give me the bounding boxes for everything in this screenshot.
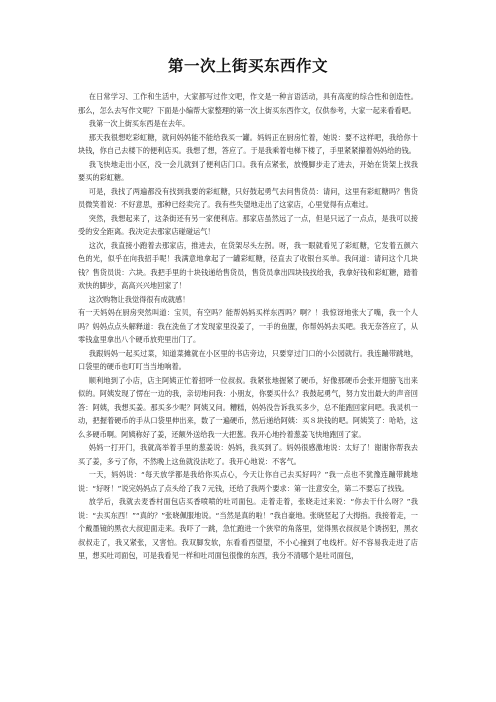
paragraph: 我跟妈妈一起买过菜，知道菜摊就在小区里的书店旁边，只要穿过门口的小公园就行。我连蹦带跳地，口袋里的硬币也叮叮当当地响着。 [78, 348, 418, 371]
paragraph: 放学后，我就去麦香村面包店买香喷喷的吐司面包。走着走着，张晓走过来说：“你去干什么呀？”我说：“去买东西！”“真的？”张晓佩服地说。“当然是真的啦！”我自豪地。张晓竖起了大拇指。我接着走，一个戴墨镜的黑衣大叔迎面走来。我吓了一跳，急忙跑进一个狭窄的角落里，觉得黑衣叔叔是个诱拐犯，黑衣叔叔走了，我又紧张，又害怕。我双脚发软，东看看西望望，不小心撞到了电线杆。好不容易我走进了店里，想买吐司面包，可是我看见一样和吐司面包很像的东西，我分不清哪个是吐司面包， [78, 497, 418, 560]
paragraph: 可是，我找了两遍都没有找到我要的彩虹糖，只好鼓起勇气去问售货员：请问，这里有彩虹糖吗？售货员微笑着说：不好意思，那种已经卖完了。我有些失望地走出了这家店，心里觉得有点难过。 [78, 186, 418, 209]
paragraph: 这次，我直接小跑着去那家店，推进去，在货架尽头左拐。呀，我一眼就看见了彩虹糖，它发着五颜六色的光，似乎在向我招手呢！我满意地拿起了一罐彩虹糖，径直去了收银台买单。我问道：请问这个几块钱？售货员说：六块。我把手里的十块钱递给售货员，售货员拿出四块钱找给我，我拿好钱和彩虹糖，踏着欢快的脚步，高高兴兴地回家了！ [78, 240, 418, 290]
paragraph: 我飞快地走出小区，没一会儿就到了便利店门口。我有点紧张，放慢脚步走了进去，开始在货架上找我要买的彩虹糖。 [78, 159, 418, 182]
paragraph: 在日常学习、工作和生活中，大家都写过作文吧，作文是一种言语活动，具有高度的综合性和创造性。那么，怎么去写作文呢？下面是小编帮大家整理的第一次上街买东西作文，仅供参考，大家一起来看看吧。 [78, 92, 418, 115]
paragraph: 妈妈一打开门，我就高举着手里的葱姜说：妈妈，我买到了。妈妈很感激地说：太好了！谢谢你帮我去买了姜，多亏了你，不然晚上这鱼就没法吃了。我开心地说：不客气。 [78, 443, 418, 466]
paragraph: 这次购物让我觉得很有成就感！ [88, 294, 190, 304]
paragraph: 有一天妈妈在厨房突然叫道：宝贝，有空吗？能帮妈妈买样东西吗？啊？！我惊讶地张大了嘴，我一个人吗？妈妈点点头解释道：我在洗鱼了才发现家里没姜了，一手的鱼腥，你帮妈妈去买吧。我无奈答应了，从零钱盒里拿出八个硬币放兜里出门了。 [78, 308, 418, 344]
document-body [78, 90, 418, 563]
document-title: 第一次上街买东西作文 [167, 57, 328, 75]
paragraph: 突然，我想起来了，这条街还有另一家便利店。那家店虽然远了一点，但是只远了一点点，是我可以接受的安全距离。我决定去那家店碰碰运气！ [78, 213, 418, 236]
paragraph: 一天，妈妈说：“每天放学都是我给你买点心，今天让你自己去买好吗？”我一点也不犹豫连蹦带跳地说：“好呀！”说完妈妈点了点头给了我７元钱，还给了我两个要求：第一注意安全，第二不要忘了找钱。 [78, 470, 418, 493]
paragraph: 那天我很想吃彩虹糖，就问妈妈能不能给我买一罐。妈妈正在厨房忙着，她说：要不这样吧，我给你十块钱，你自己去楼下的便利店买。我想了想，答应了。于是我乘着电梯下楼了，手里紧紧攥着妈妈给的钱。 [78, 132, 418, 155]
paragraph: 顺利地到了小店，店主阿姨正忙着招呼一位叔叔。我紧张地握紧了硬币，好像那硬币会张开翅膀飞出来似的。阿姨发现了愣在一边的我，亲切地问我：小朋友，你要买什么？我鼓起勇气，努力发出最大的声音回答：阿姨，我想买姜。那买多少呢？阿姨又问。糟糕，妈妈没告诉我买多少，总不能跑回家问吧。我灵机一动，把握着硬币的手从口袋里伸出来，数了一遍硬币，然后递给阿姨：买８块钱的吧。阿姨笑了：哈哈，这么多硬币啊。阿姨称好了姜，还额外送给我一大把葱。我开心地拎着葱姜飞快地跑回了家。 [78, 375, 418, 439]
paragraph: 我第一次上街买东西是在去年。 [88, 119, 190, 128]
